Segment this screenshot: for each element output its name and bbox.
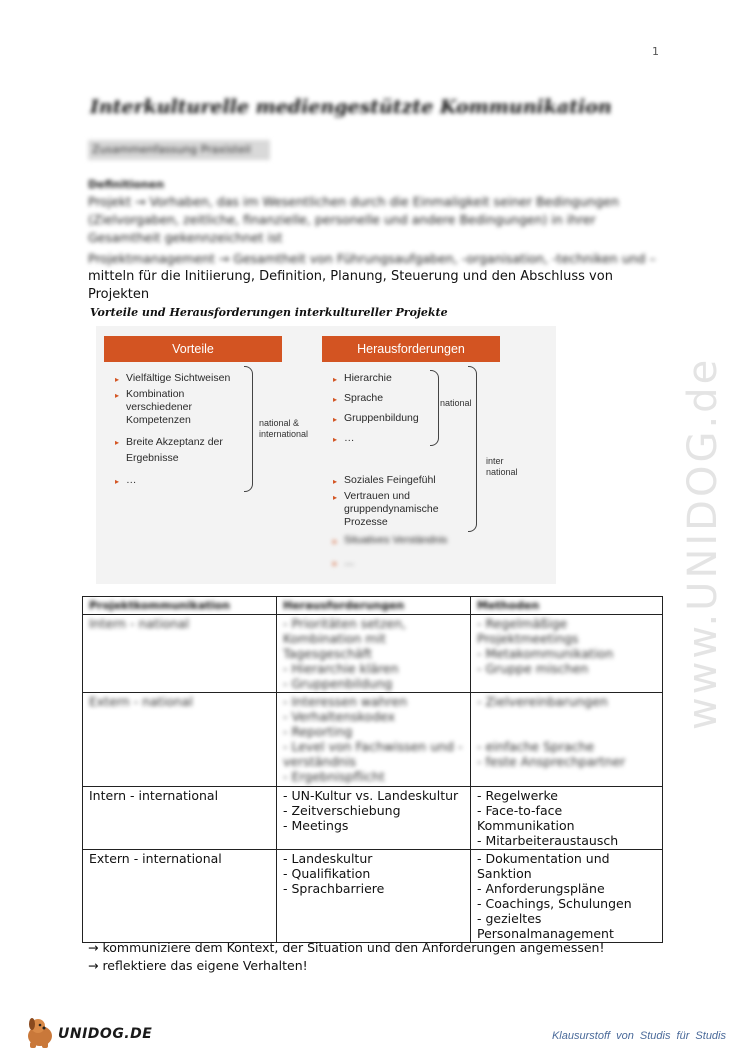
table-cell: Intern - national — [83, 615, 277, 693]
left-brace — [244, 366, 253, 492]
table-header-row — [83, 597, 663, 615]
table-header-cell: Herausforderungen — [277, 597, 471, 615]
herausforderung-item: ▸ … — [333, 556, 355, 568]
table-row — [83, 787, 663, 850]
herausforderung-item: ▸ … — [333, 432, 355, 444]
document-subtitle: Zusammenfassung Praxisteil — [92, 143, 251, 156]
national-brace — [430, 370, 439, 446]
table-cell: - UN-Kultur vs. Landeskultur - Zeitverschiebung - Meetings — [277, 787, 471, 850]
table-cell: Extern - national — [83, 693, 277, 787]
vorteil-item: ▸ Vielfältige Sichtweisen — [115, 372, 231, 384]
herausforderung-item: ▸ Sprache — [333, 392, 384, 404]
herausforderung-item: ▸ Vertrauen und gruppendynamische Prozesse — [333, 490, 439, 528]
table-header-cell: Projektkommunikation — [83, 597, 277, 615]
advantages-challenges-graphic — [96, 326, 556, 584]
vorteil-item: ▸ … — [115, 474, 137, 486]
conclusion-line-2: → reflektiere das eigene Verhalten! — [88, 958, 308, 973]
table-cell: - Landeskultur - Qualifikation - Sprachbarriere — [277, 850, 471, 943]
communication-table — [82, 596, 663, 943]
pm-definition-line-1: Projektmanagement → Gesamtheit von Führungsaufgaben, -organisation, -techniken und – — [88, 251, 656, 266]
national-label: national — [440, 398, 472, 408]
definitions-heading: Definitionen — [88, 178, 165, 191]
vorteile-header: Vorteile — [104, 336, 282, 362]
watermark: www.UNIDOG.de — [680, 356, 726, 730]
projekt-definition-line-3: Gesamtheit gekennzeichnet ist — [88, 230, 283, 245]
table-header-cell: Methoden — [471, 597, 663, 615]
footer-slogan: Klausurstoff von Studis für Studis — [551, 1030, 726, 1042]
table-row — [83, 850, 663, 943]
international-label: inter national — [486, 456, 518, 477]
table-cell: Intern - international — [83, 787, 277, 850]
table-cell: - Zielvereinbarungen - einfache Sprache - feste Ansprechpartner — [471, 693, 663, 787]
herausforderungen-header: Herausforderungen — [322, 336, 500, 362]
pm-definition-line-3: Projekten — [88, 287, 150, 302]
vorteil-item: ▸ Breite Akzeptanz der Ergebnisse — [115, 436, 223, 464]
herausforderung-item: ▸ Gruppenbildung — [333, 412, 419, 424]
projekt-definition-line-1: Projekt → Vorhaben, das im Wesentlichen durch die Einmaligkeit seiner Bedingungen — [88, 194, 619, 209]
page-number: 1 — [652, 45, 659, 58]
herausforderung-item: ▸ Hierarchie — [333, 372, 392, 384]
projekt-definition-line-2: (Zielvorgaben, zeitliche, finanzielle, personelle und andere Bedingungen) in ihrer — [88, 212, 596, 227]
international-brace — [468, 366, 477, 532]
pm-definition-line-2: mitteln für die Initiierung, Definition, Planung, Steuerung und den Abschluss von — [88, 269, 613, 284]
herausforderung-item: ▸ Situatives Verständnis — [333, 534, 448, 546]
section-heading: Vorteile und Herausforderungen interkultureller Projekte — [90, 306, 448, 319]
table-row — [83, 693, 663, 787]
conclusion-line-1: → kommuniziere dem Kontext, der Situation und den Anforderungen angemessen! — [88, 940, 605, 955]
table-cell: - Regelwerke - Face-to-face Kommunikation - Mitarbeiteraustausch — [471, 787, 663, 850]
document-title: Interkulturelle mediengestützte Kommunikation — [90, 96, 612, 118]
logo-text: UNIDOG.DE — [58, 1026, 153, 1042]
left-scope-label: national & international — [259, 418, 309, 439]
table-cell: - Prioritäten setzen, Kombination mit Tagesgeschäft - Hierarchie klären - Gruppenbildung — [277, 615, 471, 693]
table-cell: - Regelmäßige Projektmeetings - Metakommunikation - Gruppe mischen — [471, 615, 663, 693]
table-cell: Extern - international — [83, 850, 277, 943]
table-cell: - Interessen wahren - Verhaltenskodex - Reporting - Level von Fachwissen und -verständnis - Ergebnispflicht — [277, 693, 471, 787]
table-cell: - Dokumentation und Sanktion - Anforderungspläne - Coachings, Schulungen - gezieltes Personalmanagement — [471, 850, 663, 943]
vorteil-item: ▸ Kombination verschiedener Kompetenzen — [115, 388, 192, 426]
herausforderung-item: ▸ Soziales Feingefühl — [333, 474, 436, 486]
table-row — [83, 615, 663, 693]
